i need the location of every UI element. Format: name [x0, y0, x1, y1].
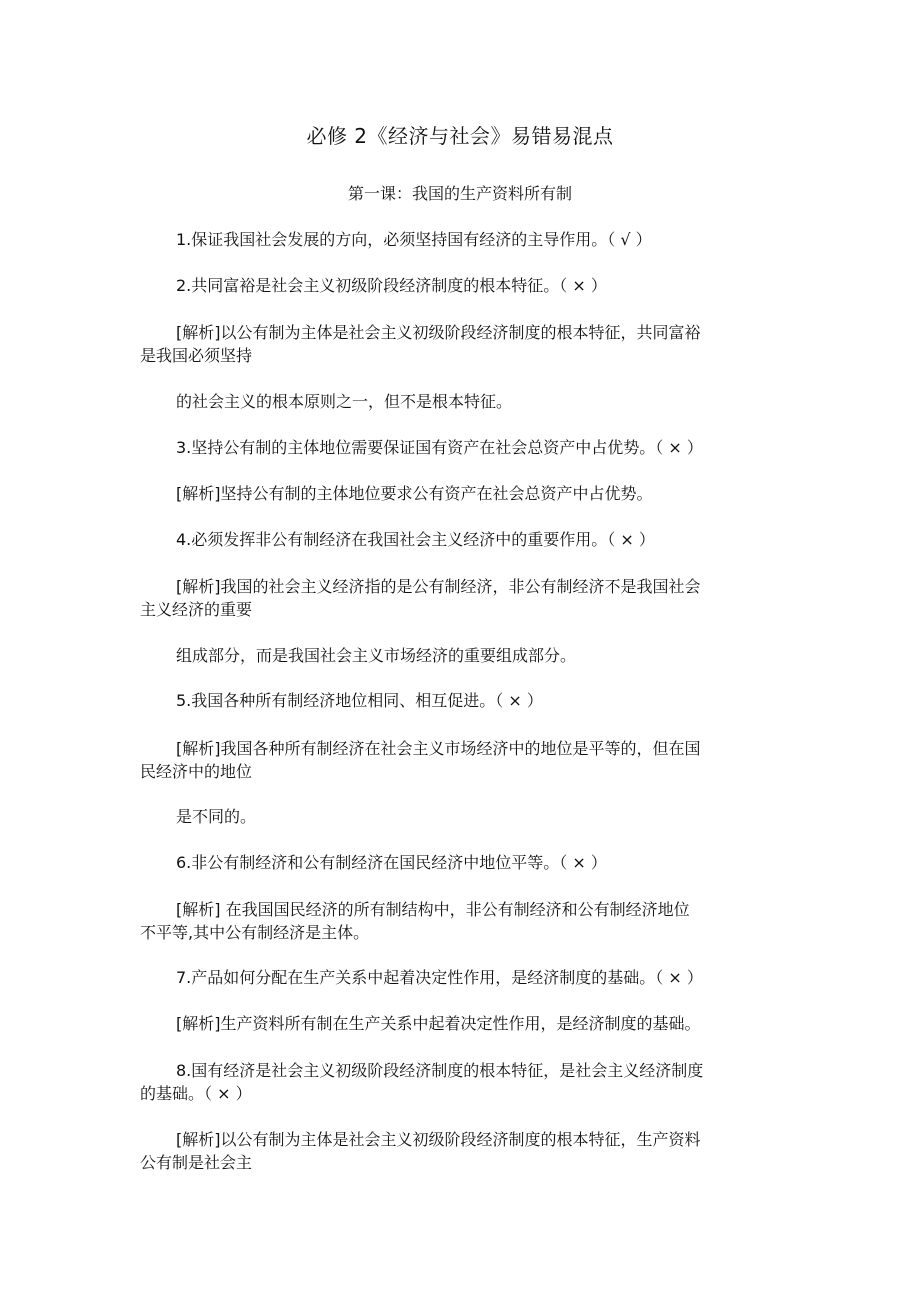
item-3-analysis: [解析]坚持公有制的主体地位要求公有资产在社会总资产中占优势。 — [176, 484, 653, 503]
item-7-analysis: [解析]生产资料所有制在生产关系中起着决定性作用，是经济制度的基础。 — [176, 1014, 701, 1033]
item-4-analysis-line2: 主义经济的重要 — [140, 600, 253, 619]
item-3-statement: 3.坚持公有制的主体地位需要保证国有资产在社会总资产中占优势。（ × ） — [176, 438, 703, 457]
item-4-analysis-line3: 组成部分，而是我国社会主义市场经济的重要组成部分。 — [176, 646, 577, 665]
item-8-statement-line1: 8.国有经济是社会主义初级阶段经济制度的根本特征，是社会主义经济制度 — [176, 1061, 704, 1080]
item-8-analysis — [140, 1128, 785, 1174]
item-5-analysis-line2: 民经济中的地位 — [140, 762, 253, 781]
item-2-analysis — [140, 321, 785, 367]
page-title: 必修 2《经济与社会》易错易混点 — [306, 124, 614, 148]
item-4-analysis — [140, 575, 785, 621]
item-5-analysis — [140, 737, 785, 783]
item-5-statement: 5.我国各种所有制经济地位相同、相互促进。（ × ） — [176, 691, 543, 710]
item-8-statement-line2: 的基础。（ × ） — [140, 1084, 252, 1103]
item-7-statement: 7.产品如何分配在生产关系中起着决定性作用，是经济制度的基础。（ × ） — [176, 968, 703, 987]
item-6-analysis-line1: [解析] 在我国国民经济的所有制结构中，非公有制经济和公有制经济地位 — [176, 900, 690, 919]
item-2-statement: 2.共同富裕是社会主义初级阶段经济制度的根本特征。（ × ） — [176, 276, 607, 295]
item-1-statement: 1.保证我国社会发展的方向，必须坚持国有经济的主导作用。（ √ ） — [176, 230, 652, 249]
item-5-analysis-line1: [解析]我国各种所有制经济在社会主义市场经济中的地位是平等的，但在国 — [176, 739, 701, 758]
lesson-heading: 第一课：我国的生产资料所有制 — [347, 184, 572, 203]
item-6-statement: 6.非公有制经济和公有制经济在国民经济中地位平等。（ × ） — [176, 853, 607, 872]
item-8-analysis-line1: [解析]以公有制为主体是社会主义初级阶段经济制度的根本特征，生产资料 — [176, 1130, 701, 1149]
item-2-analysis-line2: 是我国必须坚持 — [140, 346, 253, 365]
item-8-statement — [140, 1059, 785, 1105]
item-6-analysis-line2: 不平等,其中公有制经济是主体。 — [140, 923, 370, 942]
item-5-analysis-line3: 是不同的。 — [176, 807, 257, 826]
item-2-analysis-line3: 的社会主义的根本原则之一，但不是根本特征。 — [176, 392, 513, 411]
item-4-statement: 4.必须发挥非公有制经济在我国社会主义经济中的重要作用。（ × ） — [176, 530, 655, 549]
item-8-analysis-line2: 公有制是社会主 — [140, 1153, 253, 1172]
item-2-analysis-line1: [解析]以公有制为主体是社会主义初级阶段经济制度的根本特征，共同富裕 — [176, 323, 701, 342]
item-4-analysis-line1: [解析]我国的社会主义经济指的是公有制经济，非公有制经济不是我国社会 — [176, 577, 701, 596]
item-6-analysis — [140, 898, 785, 944]
